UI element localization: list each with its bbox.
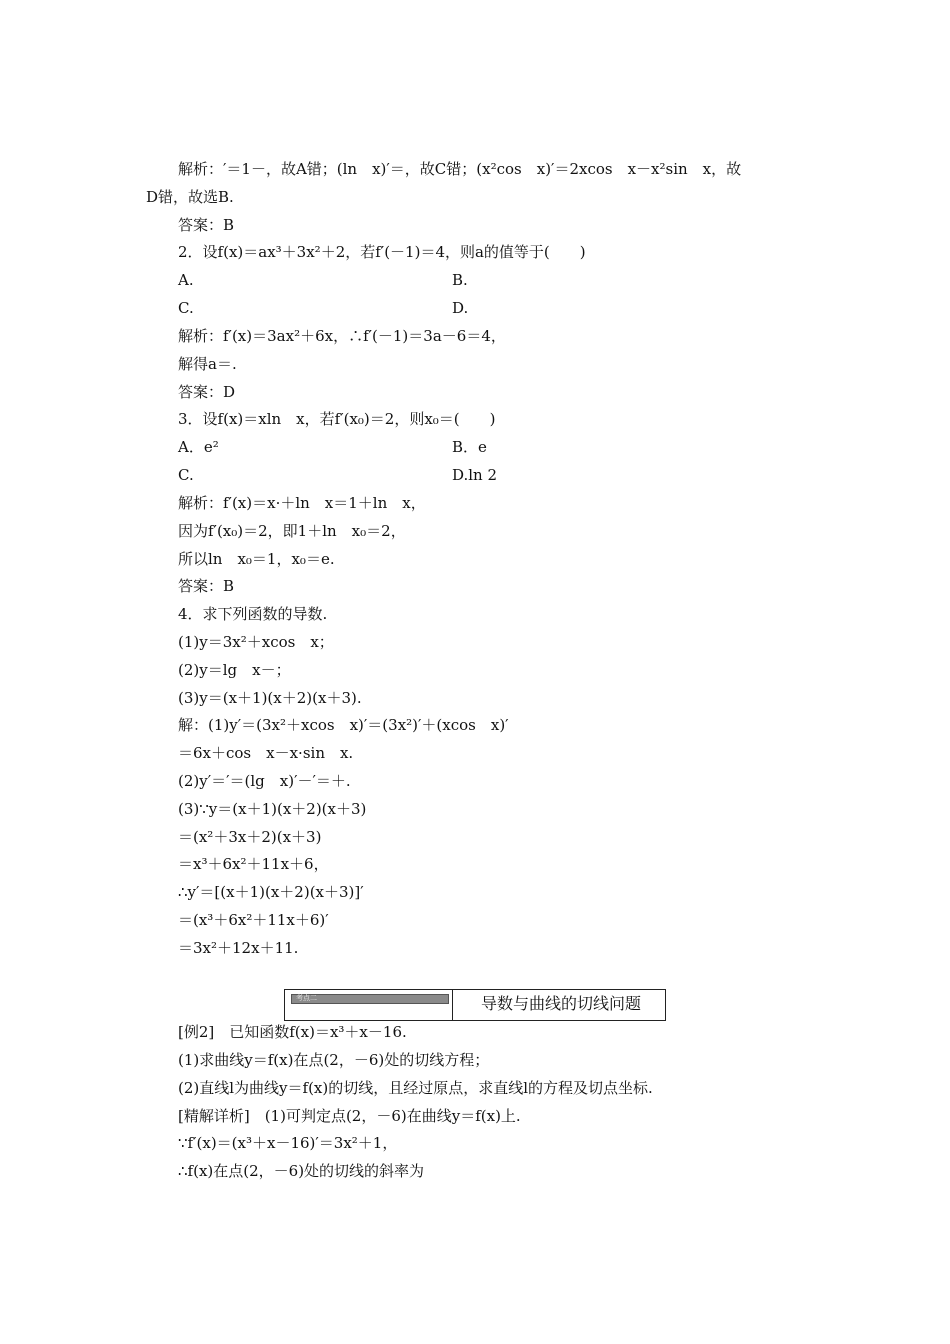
text-line: [精解详析] (1)可判定点(2，－6)在曲线y＝f(x)上. [178, 1107, 521, 1125]
text-line: (2)y′＝′＝(lg x)′－′＝＋. [178, 772, 351, 790]
text-line: (2)y＝lg x－； [178, 661, 291, 679]
text-line: ∵f′(x)＝(x³＋x－16)′＝3x²＋1， [178, 1134, 398, 1152]
option-d: D. [452, 299, 469, 317]
text-line: 答案：B [178, 577, 235, 595]
text-line: ＝3x²＋12x＋11. [178, 939, 299, 957]
option-a: A．e² [178, 438, 219, 456]
text-line: 解：(1)y′＝(3x²＋xcos x)′＝(3x²)′＋(xcos x)′ [178, 716, 509, 734]
text-line: 解得a＝. [178, 355, 237, 373]
section-header-box [284, 989, 666, 1021]
text-line: (3)y＝(x＋1)(x＋2)(x＋3). [178, 689, 362, 707]
text-line: ＝(x³＋6x²＋11x＋6)′ [178, 911, 329, 929]
question-line: 3．设f(x)＝xln x，若f′(x₀)＝2，则x₀＝( ) [178, 410, 496, 428]
text-line: (1)y＝3x²＋xcos x； [178, 633, 334, 651]
section-title: 导数与曲线的切线问题 [481, 994, 642, 1013]
text-line: 答案：B [178, 216, 235, 234]
example-heading: [例2] 已知函数f(x)＝x³＋x－16. [178, 1023, 407, 1041]
text-line: ∴f(x)在点(2，－6)处的切线的斜率为 [178, 1162, 425, 1180]
text-line: (2)直线l为曲线y＝f(x)的切线，且经过原点，求直线l的方程及切点坐标. [178, 1079, 653, 1097]
text-line: ＝(x²＋3x＋2)(x＋3) [178, 828, 322, 846]
text-line: 所以ln x₀＝1，x₀＝e. [178, 550, 335, 568]
option-c: C. [178, 299, 194, 317]
text-line: ＝6x＋cos x－x·sin x. [178, 744, 354, 762]
text-line: ∴y′＝[(x＋1)(x＋2)(x＋3)]′ [178, 883, 364, 901]
option-a: A. [178, 271, 194, 289]
question-line: 2．设f(x)＝ax³＋3x²＋2，若f′(－1)＝4，则a的值等于( ) [178, 243, 586, 261]
text-line: 解析：′＝1－，故A错；(ln x)′＝，故C错；(x²cos x)′＝2xcos x－x²sin x，故 [178, 160, 742, 178]
text-line: 因为f′(x₀)＝2，即1＋ln x₀＝2， [178, 522, 406, 540]
text-line: D错，故选B. [146, 188, 234, 206]
text-line: 答案：D [178, 383, 236, 401]
section-tag-label: 考点二 [296, 994, 317, 1002]
text-line: (3)∵y＝(x＋1)(x＋2)(x＋3) [178, 800, 367, 818]
option-d: D.ln 2 [452, 466, 498, 484]
option-c: C. [178, 466, 194, 484]
section-tag [291, 994, 449, 1004]
text-line: (1)求曲线y＝f(x)在点(2，－6)处的切线方程； [178, 1051, 490, 1069]
section-divider [452, 990, 453, 1020]
question-line: 4．求下列函数的导数. [178, 605, 328, 623]
option-b: B．e [452, 438, 487, 456]
text-line: ＝x³＋6x²＋11x＋6， [178, 855, 329, 873]
text-line: 解析：f′(x)＝x·＋ln x＝1＋ln x， [178, 494, 426, 512]
text-line: 解析：f′(x)＝3ax²＋6x，∴f′(－1)＝3a－6＝4， [178, 327, 506, 345]
option-b: B. [452, 271, 468, 289]
